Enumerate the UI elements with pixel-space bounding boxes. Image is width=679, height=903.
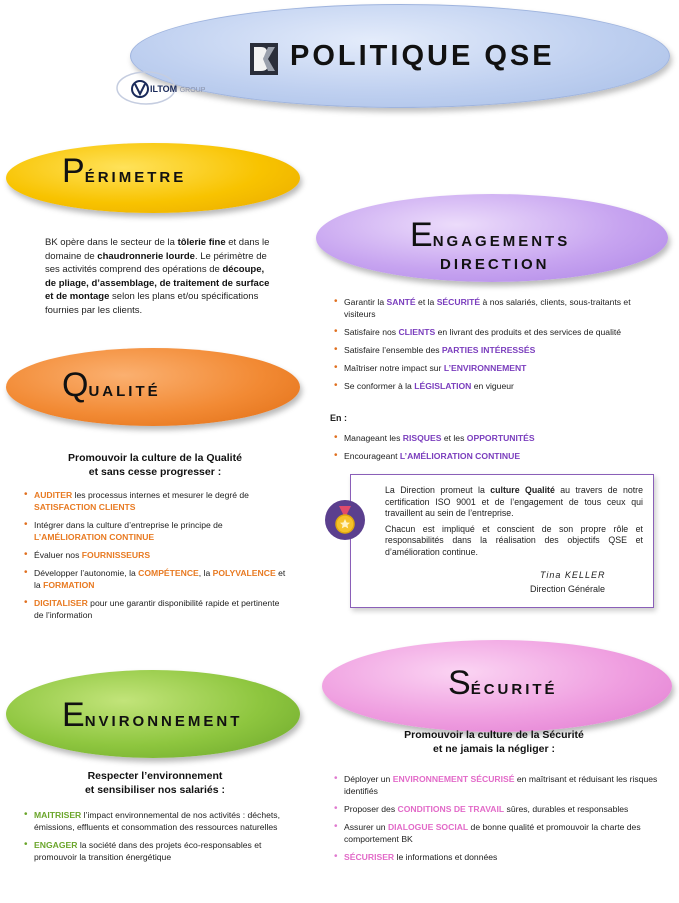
text-run: . Le périmètre de ses activités comprend des opérations de bbox=[45, 250, 267, 275]
highlight-keyword: L’AMÉLIORATION CONTINUE bbox=[399, 451, 521, 461]
list-item bbox=[24, 839, 286, 863]
highlight-keyword: L’AMÉLIORATION CONTINUE bbox=[34, 532, 155, 542]
qualite-list bbox=[24, 489, 286, 627]
list-item bbox=[24, 597, 286, 621]
text-run: La Direction promeut la bbox=[385, 485, 491, 495]
text-run: en maîtrisant et réduisant les risques identifiés bbox=[344, 774, 658, 796]
text-run: tôlerie fine bbox=[177, 237, 226, 248]
text-run: Manageant les bbox=[344, 433, 403, 443]
highlight-keyword: DIALOGUE SOCIAL bbox=[387, 822, 469, 832]
quote-paragraph-2: Chacun est impliqué et conscient de son propre rôle et responsabilités dans la réalisation des objectifs QSE et d’amélioration continue. bbox=[385, 523, 643, 557]
list-item bbox=[334, 803, 664, 815]
signature-role: Direction Générale bbox=[530, 584, 606, 594]
text-run: BK opère dans le secteur de la bbox=[45, 237, 178, 248]
securite-list bbox=[334, 773, 664, 869]
environnement-title: ENVIRONNEMENT bbox=[62, 696, 243, 734]
text-run: en livrant des produits et des services de qualité bbox=[435, 327, 622, 337]
list-item bbox=[334, 450, 664, 462]
list-item bbox=[334, 432, 664, 444]
engagements-en-label: En : bbox=[330, 413, 347, 423]
text-run: selon les plans et/ou spécifications fournies par les clients. bbox=[45, 291, 259, 316]
list-item bbox=[334, 821, 664, 845]
direction-quote-text bbox=[385, 485, 643, 562]
environnement-subtitle: Respecter l’environnement et sensibiliser nos salariés : bbox=[84, 770, 226, 796]
quote-paragraph-1 bbox=[385, 485, 643, 520]
highlight-keyword: FOURNISSEURS bbox=[81, 550, 151, 560]
list-item bbox=[334, 344, 664, 356]
qualite-subtitle: Promouvoir la culture de la Qualité et sans cesse progresser : bbox=[68, 452, 242, 478]
text-run: Maîtriser notre impact sur bbox=[344, 363, 444, 373]
text-run: Assurer un bbox=[344, 822, 388, 832]
list-item bbox=[334, 380, 664, 392]
highlight-keyword: COMPÉTENCE bbox=[138, 568, 199, 578]
highlight-keyword: SANTÉ bbox=[386, 297, 416, 307]
highlight-keyword: OPPORTUNITÉS bbox=[466, 433, 535, 443]
highlight-keyword: L’ENVIRONNEMENT bbox=[443, 363, 527, 373]
text-run: de bonne qualité et promouvoir la charte des comportement BK bbox=[344, 822, 641, 844]
list-item bbox=[334, 851, 664, 863]
highlight-keyword: POLYVALENCE bbox=[212, 568, 276, 578]
text-run: Développer l’autonomie, la bbox=[34, 568, 139, 578]
text-run: Garantir la bbox=[344, 297, 387, 307]
highlight-keyword: SÉCURITÉ bbox=[436, 297, 481, 307]
text-run: Encourageant bbox=[344, 451, 400, 461]
text-run: l’impact environnemental de nos activités : déchets, émissions, effluents et consommation des ressources naturelles bbox=[34, 810, 280, 832]
text-run: , la bbox=[198, 568, 213, 578]
text-run: Évaluer nos bbox=[34, 550, 82, 560]
securite-title: SÉCURITÉ bbox=[448, 664, 558, 702]
securite-subtitle: Promouvoir la culture de la Sécurité et ne jamais la négliger : bbox=[404, 729, 584, 755]
engagements-title: ENGAGEMENTS bbox=[410, 216, 571, 254]
text-run: les processus internes et mesurer le degré de bbox=[72, 490, 249, 500]
text-run: la société dans des projets éco-responsables et promouvoir la transition énergétique bbox=[34, 840, 262, 862]
list-item bbox=[24, 549, 286, 561]
text-run: Satisfaire l’ensemble des bbox=[344, 345, 442, 355]
highlight-keyword: DIGITALISER bbox=[34, 598, 88, 608]
environnement-list bbox=[24, 809, 286, 869]
list-item bbox=[24, 489, 286, 513]
signature-name: Tina KELLER bbox=[540, 570, 606, 580]
list-item bbox=[24, 519, 286, 543]
text-run: et la bbox=[34, 568, 286, 590]
medal-icon bbox=[324, 498, 366, 542]
highlight-keyword: PARTIES INTÉRESSÉS bbox=[441, 345, 536, 355]
highlight-keyword: FORMATION bbox=[43, 580, 95, 590]
highlight-keyword: LÉGISLATION bbox=[414, 381, 472, 391]
text-run: pour une garantir disponibilité rapide et pertinente de l’information bbox=[34, 598, 280, 620]
list-item bbox=[334, 362, 664, 374]
list-item bbox=[334, 326, 664, 338]
highlight-keyword: ENVIRONNEMENT SÉCURISÉ bbox=[392, 774, 515, 784]
text-run: Intégrer dans la culture d’entreprise le principe de bbox=[34, 520, 223, 530]
text-run: et les bbox=[441, 433, 467, 443]
engagements-subtitle: DIRECTION bbox=[440, 256, 550, 273]
list-item bbox=[334, 773, 664, 797]
text-run: et la bbox=[415, 297, 437, 307]
perimetre-text bbox=[45, 236, 277, 317]
group-logo-text: ILTOM GROUP bbox=[150, 84, 206, 94]
engagements-list-2 bbox=[334, 432, 664, 468]
text-run: au travers de notre certification ISO 9001 et de l’engagement de tous ceux qui travaillent au sein de l’entreprise. bbox=[385, 485, 644, 518]
text-run: Déployer un bbox=[344, 774, 393, 784]
text-run: découpe, de pliage, d’assemblage, de traitement de surface et de montage bbox=[45, 264, 270, 302]
text-run: sûres, durables et responsables bbox=[504, 804, 629, 814]
qualite-title: QUALITÉ bbox=[62, 366, 161, 404]
text-run: le informations et données bbox=[394, 852, 498, 862]
highlight-keyword: CONDITIONS DE TRAVAIL bbox=[397, 804, 505, 814]
text-run: chaudronnerie lourde bbox=[97, 250, 195, 262]
text-run: à nos salariés, clients, sous-traitants et visiteurs bbox=[344, 297, 631, 319]
text-run: en vigueur bbox=[471, 381, 514, 391]
engagements-list bbox=[334, 296, 664, 398]
list-item bbox=[24, 809, 286, 833]
text-run: Se conformer à la bbox=[344, 381, 415, 391]
text-run: et dans le domaine de bbox=[45, 237, 270, 262]
text-run: culture Qualité bbox=[490, 485, 555, 495]
highlight-keyword: RISQUES bbox=[402, 433, 442, 443]
highlight-keyword: CLIENTS bbox=[398, 327, 436, 337]
list-item bbox=[334, 296, 664, 320]
perimetre-title: PÉRIMETRE bbox=[62, 152, 187, 190]
highlight-keyword: ENGAGER bbox=[34, 840, 78, 850]
text-run: Satisfaire nos bbox=[344, 327, 399, 337]
text-run: Proposer des bbox=[344, 804, 398, 814]
list-item bbox=[24, 567, 286, 591]
highlight-keyword: MAITRISER bbox=[34, 810, 82, 820]
page-title: POLITIQUE QSE bbox=[290, 40, 555, 72]
highlight-keyword: SÉCURISER bbox=[344, 852, 395, 862]
bk-logo-icon bbox=[249, 42, 279, 76]
highlight-keyword: SATISFACTION CLIENTS bbox=[34, 502, 136, 512]
highlight-keyword: AUDITER bbox=[34, 490, 73, 500]
